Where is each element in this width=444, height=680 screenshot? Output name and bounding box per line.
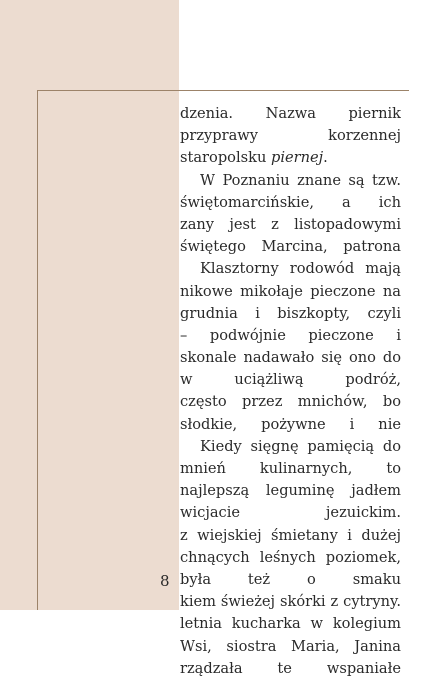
frame-top-rule xyxy=(37,90,409,91)
text-line: w uciążliwą podróż, xyxy=(180,371,401,389)
text-line: skonale nadawało się ono do xyxy=(180,349,401,367)
text-line: była też o smaku xyxy=(180,570,401,588)
text-line: zany jest z listopadowymi xyxy=(180,215,401,233)
body-text xyxy=(180,103,401,680)
text-line: wicjacie jezuickim. xyxy=(180,504,401,522)
text-line: chnących leśnych poziomek, xyxy=(180,548,401,566)
text-line: W Poznaniu znane są tzw. xyxy=(200,171,401,189)
text-line: świętego Marcina, patrona xyxy=(180,238,401,256)
text-line: świętomarcińskie, a ich xyxy=(180,193,401,211)
text-line: często przez mnichów, bo xyxy=(180,393,401,411)
text-line: mnień kulinarnych, to xyxy=(180,460,401,478)
text-line: przyprawy korzennej xyxy=(180,127,401,145)
text-line: dzenia. Nazwa piernik xyxy=(180,105,401,122)
text-line: kiem świeżej skórki z cytryny. xyxy=(180,593,401,611)
page-number: 8 xyxy=(160,572,170,590)
frame-left-rule xyxy=(37,90,38,610)
text-line: Kiedy sięgnę pamięcią do xyxy=(200,437,401,455)
text-line: słodkie, pożywne i nie xyxy=(180,415,401,433)
text-line: grudnia i biszkopty, czyli xyxy=(180,304,401,322)
text-line: Wsi, siostra Maria, Janina xyxy=(180,637,401,655)
text-line: nikowe mikołaje pieczone na xyxy=(180,282,401,300)
text-line: – podwójnie pieczone i xyxy=(180,326,401,344)
text-line: z wiejskiej śmietany i dużej xyxy=(180,526,401,544)
text-line: Klasztorny rodowód mają xyxy=(200,260,401,278)
decorative-side-band xyxy=(0,0,179,610)
text-line: letnia kucharka w kolegium xyxy=(180,615,401,633)
text-line: rządzała te wspaniałe xyxy=(180,659,401,677)
text-line: najlepszą leguminę jadłem xyxy=(180,482,401,500)
text-line: staropolsku piernej. xyxy=(180,149,328,167)
